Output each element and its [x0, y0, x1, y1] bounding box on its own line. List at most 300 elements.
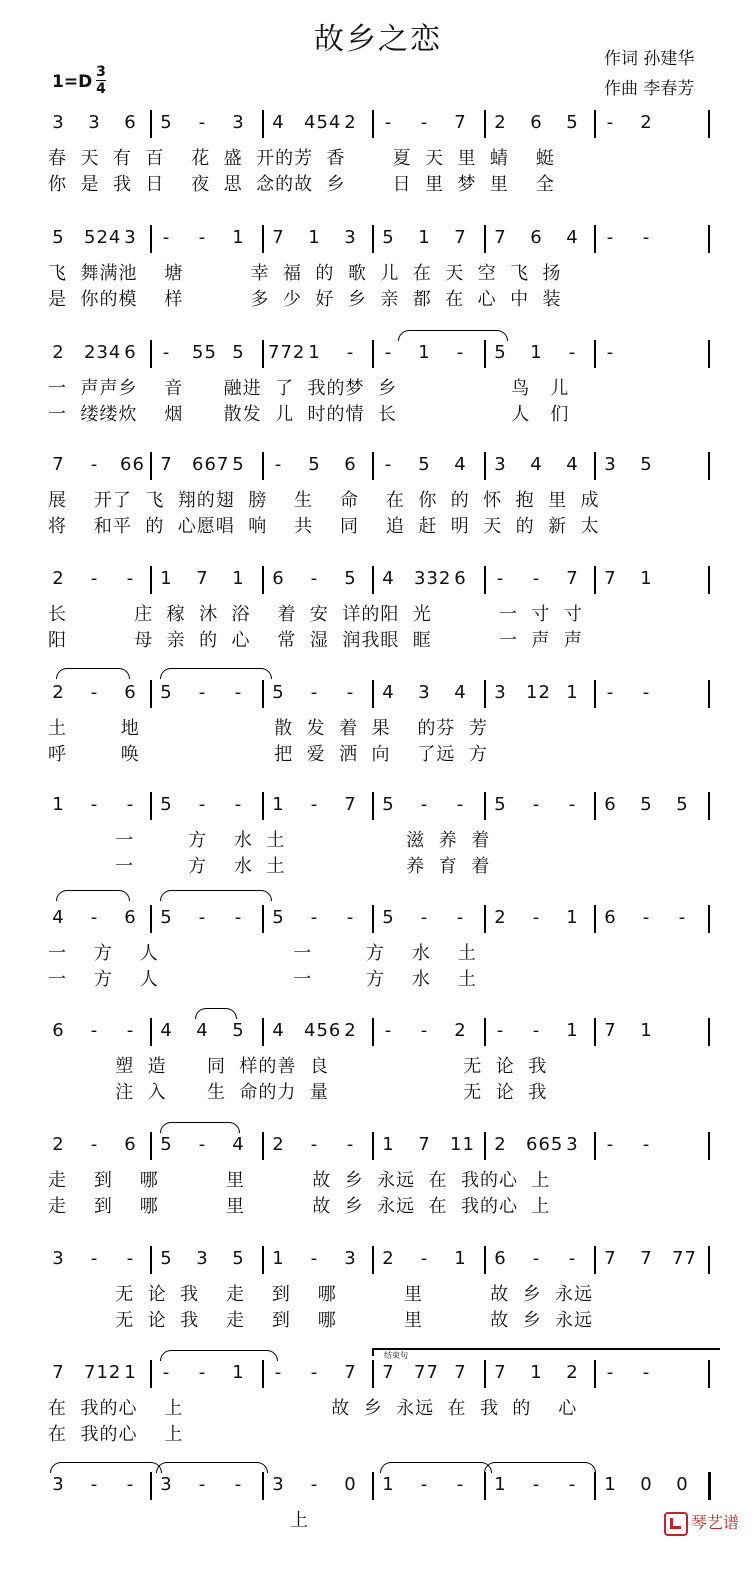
- barline: [150, 1246, 152, 1274]
- note: 1: [494, 1474, 506, 1495]
- lyric-line: 无 论 我 走 到 哪 里 故 乡 永远: [48, 1310, 594, 1331]
- note: -: [310, 568, 318, 589]
- barline: [150, 340, 152, 368]
- note: 4: [272, 112, 284, 133]
- lyric-line: 在 我的心 上 故 乡 永远 在 我 的 心: [48, 1398, 578, 1419]
- barline: [372, 1472, 374, 1500]
- barline: [708, 792, 710, 820]
- note: -: [384, 1020, 392, 1041]
- note: 1: [530, 1362, 542, 1383]
- note: -: [606, 1134, 614, 1155]
- note: 4: [454, 682, 466, 703]
- note: -: [346, 1134, 354, 1155]
- note: -: [420, 907, 428, 928]
- barline: [484, 566, 486, 594]
- slur: [195, 1008, 237, 1019]
- barline: [484, 680, 486, 708]
- lyric-line: 一 方 人 一 方 水 土: [48, 969, 477, 990]
- slur: [160, 1350, 278, 1361]
- note: 7: [454, 227, 466, 248]
- score-system: [0, 566, 756, 666]
- note: 4: [52, 907, 64, 928]
- note: 667: [192, 454, 230, 475]
- note: -: [568, 794, 576, 815]
- note: 3: [52, 1474, 64, 1495]
- barline: [594, 110, 596, 138]
- note: -: [456, 907, 464, 928]
- note: 5: [382, 907, 394, 928]
- barline: [150, 225, 152, 253]
- note: -: [606, 342, 614, 363]
- note: 1: [418, 227, 430, 248]
- barline: [484, 1246, 486, 1274]
- note: 6: [124, 112, 136, 133]
- ending-hook: [372, 1348, 374, 1356]
- note: 1: [640, 1020, 652, 1041]
- note: 6: [344, 454, 356, 475]
- note: -: [568, 1248, 576, 1269]
- composer-credit: 作曲 李春芳: [604, 79, 695, 99]
- note: 2: [344, 112, 356, 133]
- note: 2: [272, 1134, 284, 1155]
- note: 1: [418, 342, 430, 363]
- logo-text: 琴艺谱: [691, 1513, 740, 1532]
- note: -: [606, 1362, 614, 1383]
- barline: [262, 792, 264, 820]
- note: 1: [124, 1362, 136, 1383]
- note: 6: [124, 907, 136, 928]
- note: 3: [604, 454, 616, 475]
- barline: [262, 1246, 264, 1274]
- note: 7: [604, 1020, 616, 1041]
- note: 4: [382, 682, 394, 703]
- note: 3: [418, 682, 430, 703]
- note: 5: [272, 682, 284, 703]
- note: -: [568, 342, 576, 363]
- note: 0: [640, 1474, 652, 1495]
- note: 7: [454, 112, 466, 133]
- time-signature: [96, 64, 106, 97]
- note: -: [162, 342, 170, 363]
- note: 7: [382, 1362, 394, 1383]
- note: -: [198, 1134, 206, 1155]
- note: 6: [52, 1020, 64, 1041]
- note: 5: [344, 568, 356, 589]
- barline: [372, 792, 374, 820]
- note: 2: [494, 907, 506, 928]
- slur: [56, 890, 130, 901]
- note: 4: [566, 454, 578, 475]
- note: 66: [120, 454, 145, 475]
- note: -: [384, 112, 392, 133]
- note: 5: [382, 794, 394, 815]
- barline: [372, 1018, 374, 1046]
- note: -: [198, 794, 206, 815]
- barline: [708, 1018, 710, 1046]
- note: 2: [494, 112, 506, 133]
- lyric-line: 是 你的模 样 多 少 好 乡 亲 都 在 心 中 装: [48, 289, 562, 310]
- note: 2: [52, 568, 64, 589]
- note: -: [310, 1362, 318, 1383]
- note: -: [420, 1474, 428, 1495]
- barline: [708, 1246, 710, 1274]
- note: 7: [418, 1134, 430, 1155]
- score-system: [0, 225, 756, 325]
- note: 2: [344, 1020, 356, 1041]
- note: 3: [160, 1474, 172, 1495]
- note: 712: [84, 1362, 122, 1383]
- note: 5: [160, 794, 172, 815]
- barline: [484, 110, 486, 138]
- note: -: [532, 794, 540, 815]
- lyric-line: 长 庄 稼 沐 浴 着 安 详的阳 光 一 寸 寸: [48, 604, 583, 625]
- note: -: [234, 1474, 242, 1495]
- lyricist-credit: 作词 孙建华: [604, 49, 695, 69]
- lyric-line: 土 地 散 发 着 果 的芬 芳: [48, 718, 488, 739]
- barline: [484, 1132, 486, 1160]
- lyric-line: 一 方 水 土 养 育 着: [48, 856, 491, 877]
- note: 1: [382, 1474, 394, 1495]
- barline: [372, 452, 374, 480]
- note: -: [532, 568, 540, 589]
- note: 5: [494, 794, 506, 815]
- note: -: [606, 227, 614, 248]
- barline: [262, 1018, 264, 1046]
- note: -: [678, 907, 686, 928]
- note: -: [90, 1474, 98, 1495]
- barline: [484, 1472, 486, 1500]
- note: -: [642, 1134, 650, 1155]
- note: 456: [304, 1020, 342, 1041]
- score-system: [0, 1018, 756, 1118]
- barline: [150, 905, 152, 933]
- note: -: [90, 1134, 98, 1155]
- note: 5: [232, 1020, 244, 1041]
- score-system: [0, 1472, 756, 1572]
- note: -: [420, 1020, 428, 1041]
- lyric-line: 走 到 哪 里 故 乡 永远 在 我的心 上: [48, 1196, 551, 1217]
- note: -: [198, 112, 206, 133]
- barline: [372, 905, 374, 933]
- score-system: [0, 680, 756, 780]
- note: 7: [160, 454, 172, 475]
- lyric-line: 阳 母 亲 的 心 常 湿 润我眼 眶 一 声 声: [48, 630, 583, 651]
- note: 7: [566, 568, 578, 589]
- note: -: [456, 794, 464, 815]
- key-signature: 1=D: [52, 72, 93, 92]
- note: -: [456, 342, 464, 363]
- note: 4: [566, 227, 578, 248]
- barline: [262, 905, 264, 933]
- note: 7: [454, 1362, 466, 1383]
- note: -: [532, 907, 540, 928]
- note: -: [532, 1248, 540, 1269]
- barline: [372, 1246, 374, 1274]
- barline: [708, 905, 710, 933]
- score-system: [0, 110, 756, 210]
- barline: [594, 1472, 596, 1500]
- note: 55: [192, 342, 217, 363]
- note: 4: [382, 568, 394, 589]
- score-system: [0, 1132, 756, 1232]
- slur: [160, 1122, 240, 1133]
- barline: [594, 452, 596, 480]
- meter-top: 3: [96, 64, 106, 80]
- barline: [594, 680, 596, 708]
- barline: [262, 1132, 264, 1160]
- lyric-line: 将 和平 的 心愿唱 响 共 同 追 赶 明 天 的 新 太: [48, 516, 600, 537]
- barline: [262, 225, 264, 253]
- note: -: [384, 454, 392, 475]
- barline: [594, 905, 596, 933]
- lyric-line: 飞 舞满池 塘 幸 福 的 歌 儿 在 天 空 飞 扬: [48, 263, 562, 284]
- note: 11: [450, 1134, 475, 1155]
- note: 6: [272, 568, 284, 589]
- note: 1: [454, 1248, 466, 1269]
- note: 3: [232, 112, 244, 133]
- note: 5: [52, 227, 64, 248]
- note: 6: [124, 1134, 136, 1155]
- note: -: [642, 227, 650, 248]
- lyric-line: 走 到 哪 里 故 乡 永远 在 我的心 上: [48, 1170, 551, 1191]
- note: 1: [272, 1248, 284, 1269]
- note: 6: [454, 568, 466, 589]
- note: 1: [160, 568, 172, 589]
- note: -: [532, 1020, 540, 1041]
- note: 1: [640, 568, 652, 589]
- note: -: [310, 794, 318, 815]
- barline: [594, 1018, 596, 1046]
- barline: [594, 566, 596, 594]
- barline: [594, 792, 596, 820]
- barline: [708, 452, 710, 480]
- barline: [594, 1132, 596, 1160]
- note: 7: [640, 1248, 652, 1269]
- barline: [150, 1132, 152, 1160]
- barline: [372, 340, 374, 368]
- note: 5: [160, 907, 172, 928]
- note: -: [642, 907, 650, 928]
- note: -: [310, 1134, 318, 1155]
- slur: [160, 890, 272, 901]
- note: -: [310, 1248, 318, 1269]
- note: -: [496, 1020, 504, 1041]
- note: -: [126, 794, 134, 815]
- barline: [150, 110, 152, 138]
- note: 7: [494, 1362, 506, 1383]
- note: 7: [344, 1362, 356, 1383]
- barline: [150, 566, 152, 594]
- barline: [372, 225, 374, 253]
- note: 5: [232, 342, 244, 363]
- note: 3: [344, 227, 356, 248]
- barline: [262, 566, 264, 594]
- note: -: [532, 1474, 540, 1495]
- note: -: [642, 1362, 650, 1383]
- note: 2: [494, 1134, 506, 1155]
- barline: [594, 1360, 596, 1388]
- slur: [380, 1462, 492, 1473]
- lyric-line: 在 我的心 上: [48, 1424, 184, 1445]
- note: 6: [604, 907, 616, 928]
- slur: [160, 668, 272, 679]
- note: 5: [308, 454, 320, 475]
- note: 77: [414, 1362, 439, 1383]
- barline: [708, 225, 710, 253]
- barline: [708, 566, 710, 594]
- note: -: [234, 682, 242, 703]
- note: -: [346, 342, 354, 363]
- slur: [484, 1462, 596, 1473]
- barline: [372, 566, 374, 594]
- note: -: [126, 568, 134, 589]
- note: 454: [304, 112, 342, 133]
- score-system: [0, 452, 756, 552]
- barline: [708, 1360, 710, 1388]
- barline: [708, 1472, 711, 1500]
- barline: [150, 452, 152, 480]
- note: 1: [530, 342, 542, 363]
- note: 5: [160, 1248, 172, 1269]
- site-logo: [664, 1510, 748, 1538]
- note: 3: [196, 1248, 208, 1269]
- barline: [262, 1360, 264, 1388]
- barline: [484, 340, 486, 368]
- barline: [372, 1360, 374, 1388]
- note: 5: [272, 907, 284, 928]
- note: 5: [640, 794, 652, 815]
- note: 5: [382, 227, 394, 248]
- note: -: [198, 227, 206, 248]
- note: -: [198, 1474, 206, 1495]
- lyric-line: 塑 造 同 样的善 良 无 论 我: [48, 1056, 548, 1077]
- barline: [262, 452, 264, 480]
- slur: [398, 330, 508, 341]
- note: -: [384, 342, 392, 363]
- barline: [594, 1246, 596, 1274]
- score-system: [0, 792, 756, 892]
- note: 6: [124, 342, 136, 363]
- lyric-line: 展 开了 飞 翔的翅 膀 生 命 在 你 的 怀 抱 里 成: [48, 490, 600, 511]
- note: -: [606, 112, 614, 133]
- barline: [594, 340, 596, 368]
- lyric-line: 春 天 有 百 花 盛 开的芳 香 夏 天 里 蜻 蜓: [48, 148, 555, 169]
- note: 6: [530, 227, 542, 248]
- note: 5: [160, 1134, 172, 1155]
- note: 1: [52, 794, 64, 815]
- note: 6: [604, 794, 616, 815]
- note: 7: [604, 1248, 616, 1269]
- note: -: [90, 907, 98, 928]
- barline: [150, 792, 152, 820]
- lyric-line: 无 论 我 走 到 哪 里 故 乡 永远: [48, 1284, 594, 1305]
- note: 665: [526, 1134, 564, 1155]
- score-system: [0, 340, 756, 440]
- note: 524: [84, 227, 122, 248]
- note: 772: [268, 342, 306, 363]
- note: 7: [344, 794, 356, 815]
- note: -: [274, 454, 282, 475]
- barline: [150, 680, 152, 708]
- note: 1: [566, 682, 578, 703]
- slur: [156, 1462, 268, 1473]
- note: -: [456, 1474, 464, 1495]
- lyric-line: 呼 唤 把 爱 洒 向 了远 方: [48, 744, 488, 765]
- lyric-line: 一 方 水 土 滋 养 着: [48, 830, 491, 851]
- note: 6: [124, 682, 136, 703]
- note: 2: [52, 342, 64, 363]
- note: 7: [494, 227, 506, 248]
- barline: [708, 680, 710, 708]
- note: 3: [52, 112, 64, 133]
- note: 5: [160, 682, 172, 703]
- note: -: [126, 1020, 134, 1041]
- barline: [484, 905, 486, 933]
- note: 2: [382, 1248, 394, 1269]
- note: 6: [530, 112, 542, 133]
- note: 4: [232, 1134, 244, 1155]
- note: -: [420, 1248, 428, 1269]
- lyric-line: 你 是 我 日 夜 思 念的故 乡 日 里 梦 里 全: [48, 174, 555, 195]
- note: 3: [494, 454, 506, 475]
- note: -: [234, 907, 242, 928]
- note: 0: [676, 1474, 688, 1495]
- score-system: [0, 1246, 756, 1346]
- note: 3: [494, 682, 506, 703]
- meter-bottom: 4: [96, 81, 106, 97]
- barline: [708, 340, 710, 368]
- note: 2: [640, 112, 652, 133]
- note: -: [162, 1362, 170, 1383]
- note: -: [90, 568, 98, 589]
- note: -: [310, 907, 318, 928]
- barline: [484, 792, 486, 820]
- note: -: [90, 1020, 98, 1041]
- note: 3: [344, 1248, 356, 1269]
- note: 3: [52, 1248, 64, 1269]
- barline: [708, 1132, 710, 1160]
- note: -: [346, 682, 354, 703]
- note: -: [606, 682, 614, 703]
- note: 3: [124, 227, 136, 248]
- note: -: [90, 682, 98, 703]
- note: 2: [52, 682, 64, 703]
- logo-icon: [664, 1512, 688, 1536]
- note: 5: [640, 454, 652, 475]
- note: -: [346, 907, 354, 928]
- note: 1: [308, 342, 320, 363]
- note: -: [126, 1474, 134, 1495]
- lyric-line: 上: [48, 1510, 309, 1531]
- note: 1: [232, 1362, 244, 1383]
- note: 4: [272, 1020, 284, 1041]
- note: 7: [272, 227, 284, 248]
- barline: [484, 452, 486, 480]
- note: 7: [604, 568, 616, 589]
- note: -: [90, 1248, 98, 1269]
- lyric-line: 一 缕缕炊 烟 散发 儿 时的情 长 人 们: [48, 404, 570, 425]
- note: 6: [494, 1248, 506, 1269]
- note: 5: [566, 112, 578, 133]
- note: -: [90, 454, 98, 475]
- note: 5: [676, 794, 688, 815]
- score-system: [0, 1351, 756, 1460]
- note: 2: [52, 1134, 64, 1155]
- barline: [150, 1018, 152, 1046]
- lyric-line: 注 入 生 命的力 量 无 论 我: [48, 1082, 548, 1103]
- barline: [372, 1132, 374, 1160]
- barline: [262, 680, 264, 708]
